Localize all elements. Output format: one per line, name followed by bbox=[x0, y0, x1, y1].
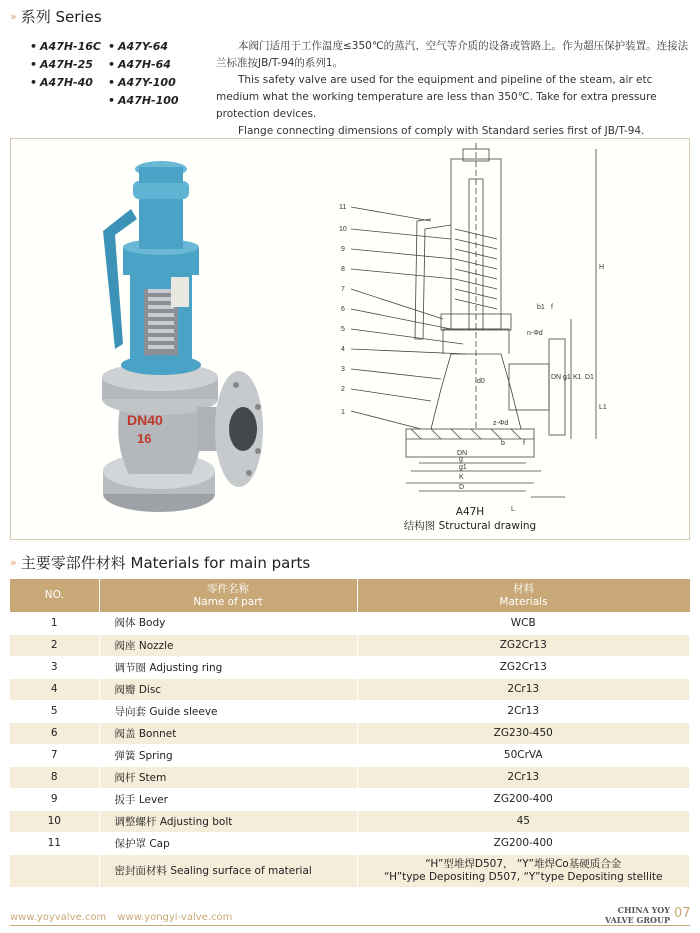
chevron-icon: » bbox=[10, 10, 15, 23]
footer-site-link[interactable]: www.yongyi-valve.com bbox=[117, 912, 233, 923]
row-part-name: 阀瓣 Disc bbox=[99, 678, 357, 700]
row-material: 50CrVA bbox=[357, 744, 690, 766]
row-material: 2Cr13 bbox=[357, 766, 690, 788]
header-name-zh: 零件名称 bbox=[207, 582, 249, 595]
row-no bbox=[10, 854, 99, 887]
series-heading bbox=[10, 6, 102, 27]
header-materials bbox=[357, 579, 690, 612]
header-mat-zh: 材料 bbox=[513, 582, 534, 595]
dim-label: D1 bbox=[585, 374, 594, 381]
materials-heading bbox=[10, 552, 310, 573]
valve-photo bbox=[102, 161, 263, 512]
row-no: 8 bbox=[10, 766, 99, 788]
row-no: 4 bbox=[10, 678, 99, 700]
table-row bbox=[10, 722, 690, 744]
figure-panel bbox=[10, 138, 690, 540]
dim-label: L1 bbox=[599, 404, 607, 411]
brand-line-2: VALVE GROUP bbox=[605, 915, 670, 925]
row-no: 6 bbox=[10, 722, 99, 744]
callout: 11 bbox=[339, 204, 347, 211]
footer-divider bbox=[10, 925, 690, 926]
footer-site-link[interactable]: www.yoyvalve.com bbox=[10, 912, 107, 923]
figure-art bbox=[11, 139, 691, 541]
dim-label: L bbox=[511, 506, 515, 513]
row-part-name: 阀杆 Stem bbox=[99, 766, 357, 788]
dim-label: f bbox=[523, 440, 525, 447]
header-mat-en: Materials bbox=[499, 595, 548, 608]
row-no: 1 bbox=[10, 612, 99, 634]
table-row bbox=[10, 810, 690, 832]
row-no: 10 bbox=[10, 810, 99, 832]
dim-label: K bbox=[459, 474, 464, 481]
callout: 1 bbox=[341, 409, 345, 416]
table-row bbox=[10, 744, 690, 766]
table-row bbox=[10, 700, 690, 722]
row-no: 9 bbox=[10, 788, 99, 810]
description-en-1: This safety valve are used for the equipment and pipeline of the steam, air etc medium what the working temperature are less than 350℃. Take for extra pressure protection devices. bbox=[216, 74, 657, 120]
table-row bbox=[10, 788, 690, 810]
row-material: 45 bbox=[357, 810, 690, 832]
callout: 5 bbox=[341, 326, 345, 333]
row-part-name: 阀体 Body bbox=[99, 612, 357, 634]
dim-label: z-Φd bbox=[493, 420, 509, 427]
row-material: 2Cr13 bbox=[357, 700, 690, 722]
callout: 10 bbox=[339, 226, 347, 233]
description-zh: 本阀门适用于工作温度≤350℃的蒸汽、空气等介质的设备或管路上。作为超压保护装置。连接法兰标准按JB/T-94的系列1。 bbox=[216, 40, 689, 69]
table-header-row bbox=[10, 579, 690, 612]
dim-label: b1 bbox=[537, 304, 545, 311]
materials-title: 主要零部件材料 Materials for main parts bbox=[20, 554, 311, 572]
drawing-labels bbox=[339, 204, 607, 513]
table-row bbox=[10, 766, 690, 788]
model-item: • A47H-100 bbox=[108, 92, 198, 110]
dim-label: b bbox=[501, 440, 505, 447]
description bbox=[216, 38, 692, 140]
row-no: 11 bbox=[10, 832, 99, 854]
header-no: NO. bbox=[10, 579, 99, 612]
row-part-name: 调整螺杆 Adjusting bolt bbox=[99, 810, 357, 832]
dim-label: n-Φd bbox=[527, 330, 543, 337]
row-no: 5 bbox=[10, 700, 99, 722]
row-no: 3 bbox=[10, 656, 99, 678]
chevron-icon: » bbox=[10, 556, 15, 569]
dim-label: H bbox=[599, 264, 605, 271]
structural-drawing bbox=[351, 143, 596, 497]
table-row-sealing bbox=[10, 854, 690, 887]
row-no: 7 bbox=[10, 744, 99, 766]
drawing-caption-text: 结构图 Structural drawing bbox=[403, 520, 537, 532]
row-material: WCB bbox=[357, 612, 690, 634]
dim-label: K1 bbox=[573, 374, 582, 381]
dim-label: g bbox=[459, 456, 463, 463]
callout: 4 bbox=[341, 346, 345, 353]
row-material: ZG2Cr13 bbox=[357, 656, 690, 678]
row-material: ZG200-400 bbox=[357, 788, 690, 810]
callout: 7 bbox=[341, 286, 345, 293]
model-item: • A47Y-64 bbox=[108, 38, 198, 56]
row-part-name: 阀座 Nozzle bbox=[99, 634, 357, 656]
table-row bbox=[10, 612, 690, 634]
row-material: ZG230-450 bbox=[357, 722, 690, 744]
row-material bbox=[357, 854, 690, 887]
row-material: ZG200-400 bbox=[357, 832, 690, 854]
callout: 3 bbox=[341, 366, 345, 373]
sealing-material-en: “H”type Depositing D507, “Y”type Depositing stellite bbox=[384, 870, 663, 883]
row-part-name: 导向套 Guide sleeve bbox=[99, 700, 357, 722]
drawing-model: A47H bbox=[455, 506, 485, 518]
row-part-name: 阀盖 Bonnet bbox=[99, 722, 357, 744]
row-material: ZG2Cr13 bbox=[357, 634, 690, 656]
description-en-2: Flange connecting dimensions of comply with Standard series first of JB/T-94. bbox=[238, 125, 645, 137]
model-item: • A47H-16C bbox=[30, 38, 120, 56]
sealing-material-zh: “H”型堆焊D507， “Y”堆焊Co基硬质合金 bbox=[425, 857, 622, 870]
row-part-name: 密封面材料 Sealing surface of material bbox=[99, 854, 357, 887]
header-name bbox=[99, 579, 357, 612]
dim-label: d0 bbox=[477, 378, 485, 385]
drawing-caption bbox=[400, 505, 540, 533]
dim-label: D bbox=[459, 484, 465, 491]
row-part-name: 调节圈 Adjusting ring bbox=[99, 656, 357, 678]
brand-line-1: CHINA YOY bbox=[617, 905, 670, 915]
dim-label: g1 bbox=[459, 464, 467, 471]
model-item: • A47H-25 bbox=[30, 56, 120, 74]
model-item: • A47H-64 bbox=[108, 56, 198, 74]
dim-label: f bbox=[551, 304, 553, 311]
header-name-en: Name of part bbox=[193, 595, 263, 608]
dim-label: DN bbox=[457, 450, 468, 457]
table-row bbox=[10, 634, 690, 656]
series-title: 系列 Series bbox=[20, 8, 102, 26]
row-part-name: 扳手 Lever bbox=[99, 788, 357, 810]
row-part-name: 保护罩 Cap bbox=[99, 832, 357, 854]
page-number: 07 bbox=[674, 906, 691, 921]
callout: 8 bbox=[341, 266, 345, 273]
dim-label: DN bbox=[551, 374, 562, 381]
model-item: • A47H-40 bbox=[30, 74, 120, 92]
row-no: 2 bbox=[10, 634, 99, 656]
callout: 2 bbox=[341, 386, 345, 393]
table-row bbox=[10, 832, 690, 854]
body-marking-dn: DN40 bbox=[127, 412, 163, 428]
materials-table bbox=[10, 579, 690, 888]
row-part-name: 弹簧 Spring bbox=[99, 744, 357, 766]
callout: 6 bbox=[341, 306, 345, 313]
table-row bbox=[10, 678, 690, 700]
footer-links bbox=[10, 912, 240, 923]
body-marking-pn: 16 bbox=[137, 431, 152, 446]
callout: 9 bbox=[341, 246, 345, 253]
model-item: • A47Y-100 bbox=[108, 74, 198, 92]
table-row bbox=[10, 656, 690, 678]
row-material: 2Cr13 bbox=[357, 678, 690, 700]
dim-label: g1 bbox=[563, 374, 571, 381]
footer-brand bbox=[590, 905, 670, 925]
